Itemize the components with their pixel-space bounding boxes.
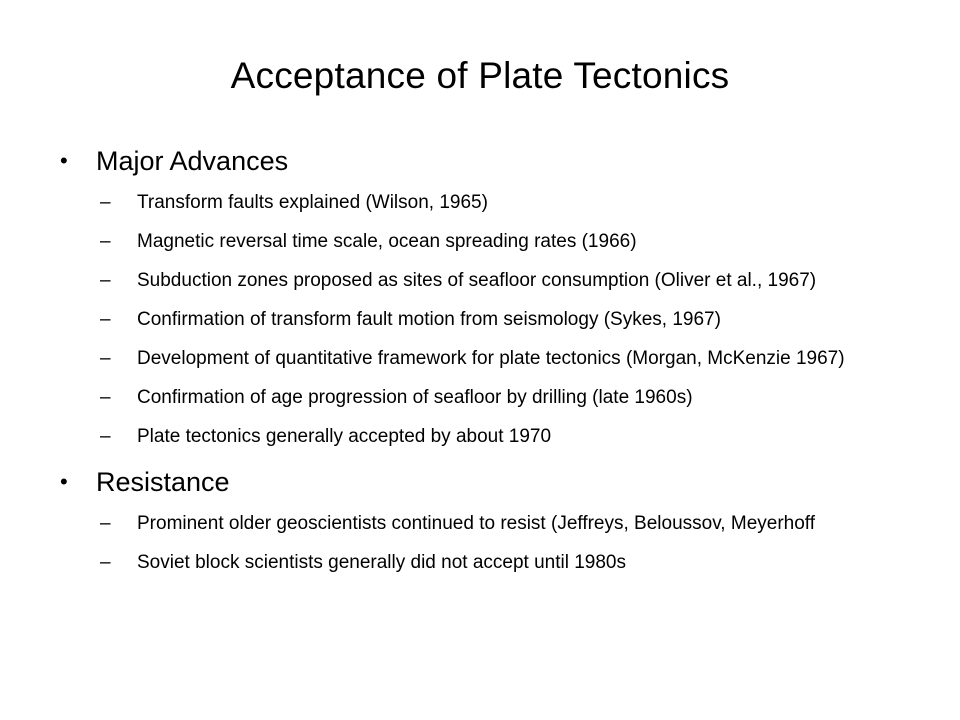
list-item-text: Transform faults explained (Wilson, 1965) — [137, 192, 488, 213]
dash-icon: – — [100, 348, 111, 369]
dash-icon: – — [100, 309, 111, 330]
list-item — [60, 550, 920, 575]
list-item — [60, 424, 920, 449]
list-item — [60, 229, 920, 254]
bullet-icon: • — [60, 469, 68, 494]
resistance-list — [60, 511, 920, 575]
list-item — [60, 307, 920, 332]
section-heading-label: Resistance — [96, 467, 230, 497]
section-heading-major-advances — [60, 142, 920, 180]
dash-icon: – — [100, 231, 111, 252]
list-item — [60, 268, 920, 293]
list-item-text: Subduction zones proposed as sites of seafloor consumption (Oliver et al., 1967) — [137, 270, 817, 291]
dash-icon: – — [100, 270, 111, 291]
list-item — [60, 190, 920, 215]
list-item-text: Confirmation of transform fault motion from seismology (Sykes, 1967) — [137, 309, 721, 330]
dash-icon: – — [100, 426, 111, 447]
section-heading-resistance — [60, 463, 920, 501]
list-item-text: Confirmation of age progression of seafloor by drilling (late 1960s) — [137, 387, 693, 408]
dash-icon: – — [100, 192, 111, 213]
slide-title: Acceptance of Plate Tectonics — [230, 55, 730, 96]
list-item-text: Soviet block scientists generally did not accept until 1980s — [137, 552, 626, 573]
list-item-text: Development of quantitative framework for plate tectonics (Morgan, McKenzie 1967) — [137, 348, 845, 369]
list-item — [60, 385, 920, 410]
list-item — [60, 511, 920, 536]
dash-icon: – — [100, 513, 111, 534]
list-item-text: Plate tectonics generally accepted by about 1970 — [137, 426, 552, 447]
major-advances-list — [60, 190, 920, 449]
section-heading-label: Major Advances — [96, 146, 289, 176]
bullet-icon: • — [60, 148, 68, 173]
dash-icon: – — [100, 552, 111, 573]
slide-body — [60, 142, 920, 589]
list-item-text: Prominent older geoscientists continued to resist (Jeffreys, Beloussov, Meyerhoff — [137, 513, 815, 534]
dash-icon: – — [100, 387, 111, 408]
list-item — [60, 346, 920, 371]
list-item-text: Magnetic reversal time scale, ocean spreading rates (1966) — [137, 231, 637, 252]
